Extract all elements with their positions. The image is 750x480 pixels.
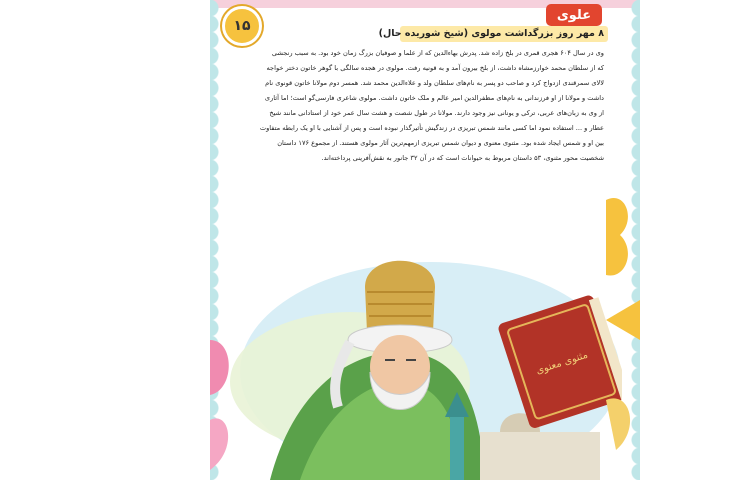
text-line: شخصیت محور مثنوی، ۵۳ داستان مربوط به حیوانات است که در آن ۳۲ جانور به نقش‌آفرینی پرداخته‌اند. (321, 154, 604, 162)
text-line: بین او و شمس ایجاد شده بود. مثنوی معنوی و دیوان شمس تبریزی ازمهم‌ترین آثار مولوی هستند. از مجموع ۱۷۶ داستان (277, 139, 604, 147)
yellow-blob (606, 198, 628, 276)
minaret (450, 417, 464, 480)
brand-logo: علوی (546, 4, 602, 26)
page-number-badge: ۱۵ (222, 6, 262, 46)
left-decoration (210, 300, 240, 480)
book-page (210, 0, 640, 480)
text-line: وی در سال ۶۰۴ هجری قمری در بلخ زاده شد. پدرش بهاءالدین که از علما و صوفیان بزرگ زمان خود بود. به سبب رنجشی (271, 49, 604, 57)
right-decoration (606, 180, 640, 480)
turban-hat (365, 261, 435, 332)
mosque-building (480, 432, 600, 480)
yellow-wave (606, 398, 630, 450)
text-line: داشت و مولانا از او فرزندانی به نام‌های مظفرالدین امیر عالم و ملک خاتون داشت. مولوی شاعری فارسی‌گو است؛ اما آثاری (264, 94, 604, 102)
rumi-illustration (230, 232, 622, 480)
body-paragraph (244, 46, 604, 166)
yellow-triangle (606, 300, 640, 340)
section-title: ۸ مهر روز بزرگداشت مولوی (شیخ شوریده حال) (400, 26, 608, 42)
text-line: عطار و ... استفاده نمود اما کسی مانند شمس تبریزی در زندگیش تأثیرگذار نبوده است و پس از آشنایی با او یک رابطه متفاوت (259, 124, 604, 132)
pink-wave (210, 418, 228, 470)
text-line: از وی به زبان‌های عربی، ترکی و یونانی نیز وجود دارند. مولانا در طول شصت و هشت سال عمر خود از استادانی مانند شیخ (269, 109, 604, 117)
pink-blob (210, 340, 229, 395)
text-line: که از سلطان محمد خوارزمشاه داشت، از بلخ بیرون آمد و به قونیه رفت. مولوی در هجده سالگی با گوهر خاتون دختر خواجه (266, 64, 604, 72)
book-title-text: مثنوی معنوی (534, 349, 590, 377)
text-line: لالای سمرقندی ازدواج کرد و صاحب دو پسر به نام‌های سلطان ولد و علاءالدین محمد شد. همسر دوم مولانا خاتون قونوی نام (265, 79, 604, 87)
